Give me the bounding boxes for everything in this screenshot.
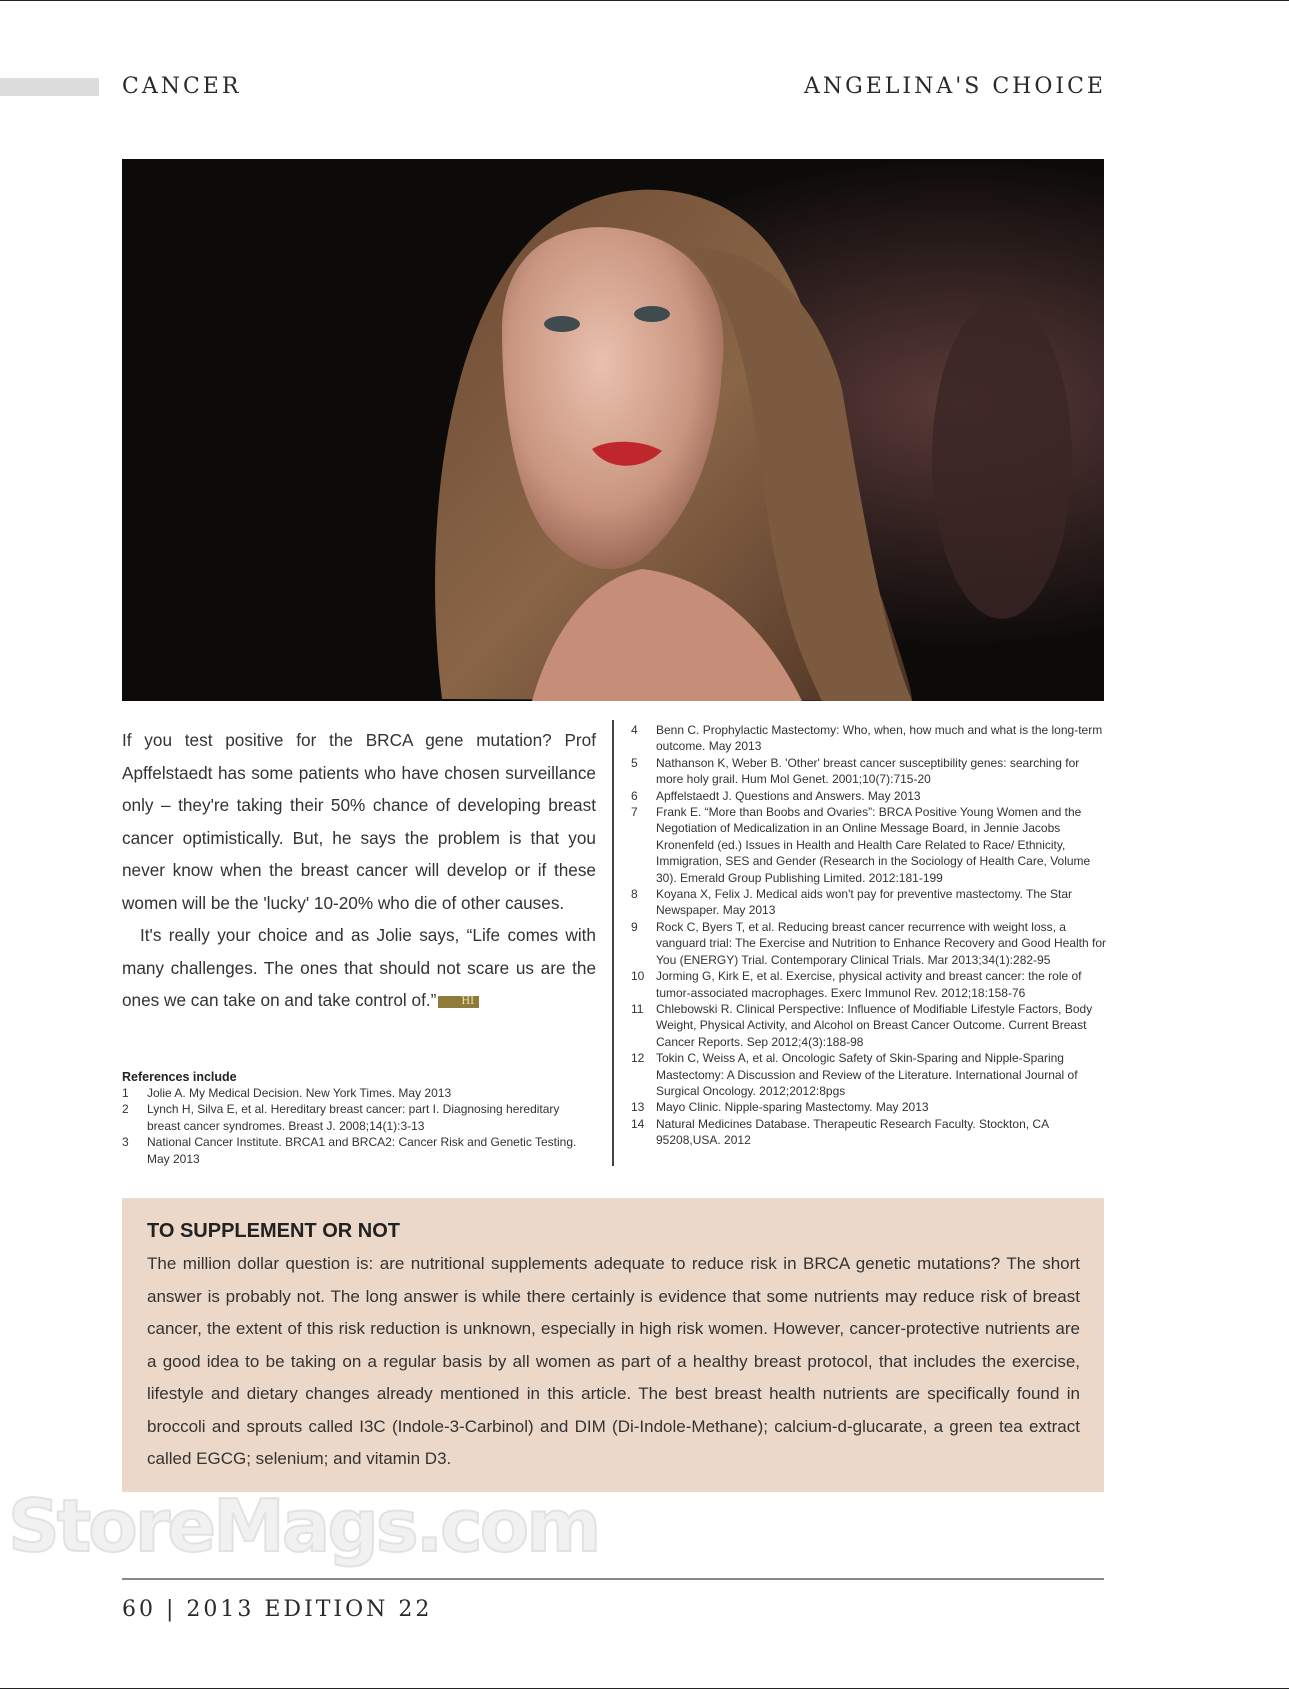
reference-item [631, 722, 1107, 755]
reference-item [631, 886, 1107, 919]
watermark-logo: StoreMags.com [8, 1484, 599, 1568]
reference-item [631, 788, 1107, 804]
reference-item [631, 1099, 1107, 1115]
footer-rule [122, 1578, 1104, 1580]
reference-number: 12 [631, 1051, 645, 1066]
references-right [631, 722, 1107, 1149]
reference-text: Koyana X, Felix J. Medical aids won't pay for preventive mastectomy. The Star Newspaper. May 2013 [656, 887, 1073, 918]
reference-number: 5 [631, 755, 638, 770]
article-title: ANGELINA'S CHOICE [804, 74, 1106, 99]
reference-number: 7 [631, 805, 638, 820]
reference-item [631, 1050, 1107, 1099]
column-divider [612, 720, 614, 1166]
reference-text: Apffelstaedt J. Questions and Answers. May 2013 [656, 788, 921, 803]
reference-number: 4 [631, 723, 638, 737]
reference-item [631, 755, 1107, 788]
references-heading: References include [122, 1070, 237, 1084]
reference-number: 10 [631, 969, 645, 984]
reference-number: 2 [122, 1102, 129, 1117]
references-left [122, 1070, 596, 1167]
article-body [122, 724, 596, 1017]
reference-item [631, 919, 1107, 968]
reference-number: 9 [631, 919, 638, 934]
reference-text: Nathanson K, Weber B. 'Other' breast cancer susceptibility genes: searching for more holy grail. Hum Mol Genet. 2001;10(7):715-20 [656, 755, 1080, 787]
end-mark-logo: HI [438, 996, 479, 1008]
sidebar-title: TO SUPPLEMENT OR NOT [147, 1220, 400, 1242]
reference-text: Lynch H, Silva E, et al. Hereditary breast cancer: part I. Diagnosing hereditary breast cancer syndromes. Breast J. 2008;14(1):3-13 [147, 1102, 560, 1133]
top-border [0, 0, 1289, 1]
reference-text: Natural Medicines Database. Therapeutic Research Faculty. Stockton, CA 95208,USA. 2012 [656, 1116, 1049, 1148]
reference-item [122, 1085, 596, 1101]
reference-item [631, 1116, 1107, 1149]
reference-number: 8 [631, 887, 638, 902]
reference-text: Jorming G, Kirk E, et al. Exercise, physical activity and breast cancer: the role of tumor-associated macrophages. Exerc Immunol Rev. 2012;18:158-76 [656, 969, 1082, 1000]
portrait-photo [122, 159, 1104, 701]
reference-number: 14 [631, 1116, 645, 1131]
reference-item [631, 968, 1107, 1001]
reference-text: Rock C, Byers T, et al. Reducing breast cancer recurrence with weight loss, a vanguard trial: The Exercise and Nutrition to Enhance Recovery and Good Health for You (ENERGY) Trial. Contemporary Clinical Trials. Mar 2013;34(1):282-95 [656, 919, 1107, 967]
reference-number: 13 [631, 1100, 645, 1115]
reference-item [631, 804, 1107, 886]
reference-item [122, 1101, 596, 1134]
reference-number: 1 [122, 1086, 129, 1100]
body-paragraph-text: It's really your choice and as Jolie says, “Life comes with many challenges. The ones that should not scare us are the ones we can take on and take control of.” [122, 925, 596, 1010]
reference-item [631, 1001, 1107, 1050]
body-paragraph: If you test positive for the BRCA gene mutation? Prof Apffelstaedt has some patients who have chosen surveillance only – they're taking their 50% chance of developing breast cancer optimistically. But, he says the problem is that you never know when the breast cancer will develop or if these women will be the 'lucky' 10-20% who die of other causes. [122, 730, 596, 913]
reference-number: 11 [631, 1001, 644, 1016]
reference-text: Chlebowski R. Clinical Perspective: Influence of Modifiable Lifestyle Factors, Body Weight, Physical Activity, and Alcohol on Breast Cancer Outcome. Current Breast Cancer Reports. Sep 2012;4(3):188-98 [656, 1001, 1093, 1049]
section-label: CANCER [122, 74, 242, 99]
page-footer: 60 | 2013 EDITION 22 [122, 1597, 433, 1622]
reference-text: National Cancer Institute. BRCA1 and BRCA2: Cancer Risk and Genetic Testing. May 2013 [147, 1135, 577, 1166]
section-tab-bar [0, 78, 99, 96]
reference-text: Frank E. “More than Boobs and Ovaries”: BRCA Positive Young Women and the Negotiation of Medicalization in an Online Message Board, in Jennie Jacobs Kronenfeld (ed.) Issues in Health and Health Care Related to Race/ Ethnicity, Immigration, SES and Gender (Research in the Sociology of Health Care, Volume 30). Emerald Group Publishing Limited. 2012:181-199 [656, 805, 1091, 885]
supplement-sidebar [122, 1198, 1104, 1492]
body-paragraph [122, 919, 596, 1017]
reference-number: 3 [122, 1135, 129, 1150]
reference-number: 6 [631, 788, 638, 803]
reference-text: Mayo Clinic. Nipple-sparing Mastectomy. May 2013 [656, 1100, 929, 1115]
reference-text: Jolie A. My Medical Decision. New York Times. May 2013 [147, 1086, 452, 1100]
sidebar-body: The million dollar question is: are nutritional supplements adequate to reduce risk in BRCA genetic mutations? The short answer is probably not. The long answer is while there certainly is evidence that some nutrients may reduce risk of breast cancer, the extent of this risk reduction is unknown, especially in high risk women. However, cancer-protective nutrients are a good idea to be taking on a regular basis by all women as part of a healthy breast protocol, that includes the exercise, lifestyle and dietary changes already mentioned in this article. The best breast health nutrients are specifically found in broccoli and sprouts called I3C (Indole-3-Carbinol) and DIM (Di-Indole-Methane); calcium-d-glucarate, a green tea extract called EGCG; selenium; and vitamin D3. [147, 1254, 1080, 1468]
reference-text: Tokin C, Weiss A, et al. Oncologic Safety of Skin-Sparing and Nipple-Sparing Mastectomy: A Discussion and Review of the Literature. International Journal of Surgical Oncology. 2012;2012:8pgs [656, 1051, 1078, 1098]
reference-text: Benn C. Prophylactic Mastectomy: Who, when, how much and what is the long-term outcome. May 2013 [656, 723, 1103, 754]
reference-item [122, 1134, 596, 1167]
